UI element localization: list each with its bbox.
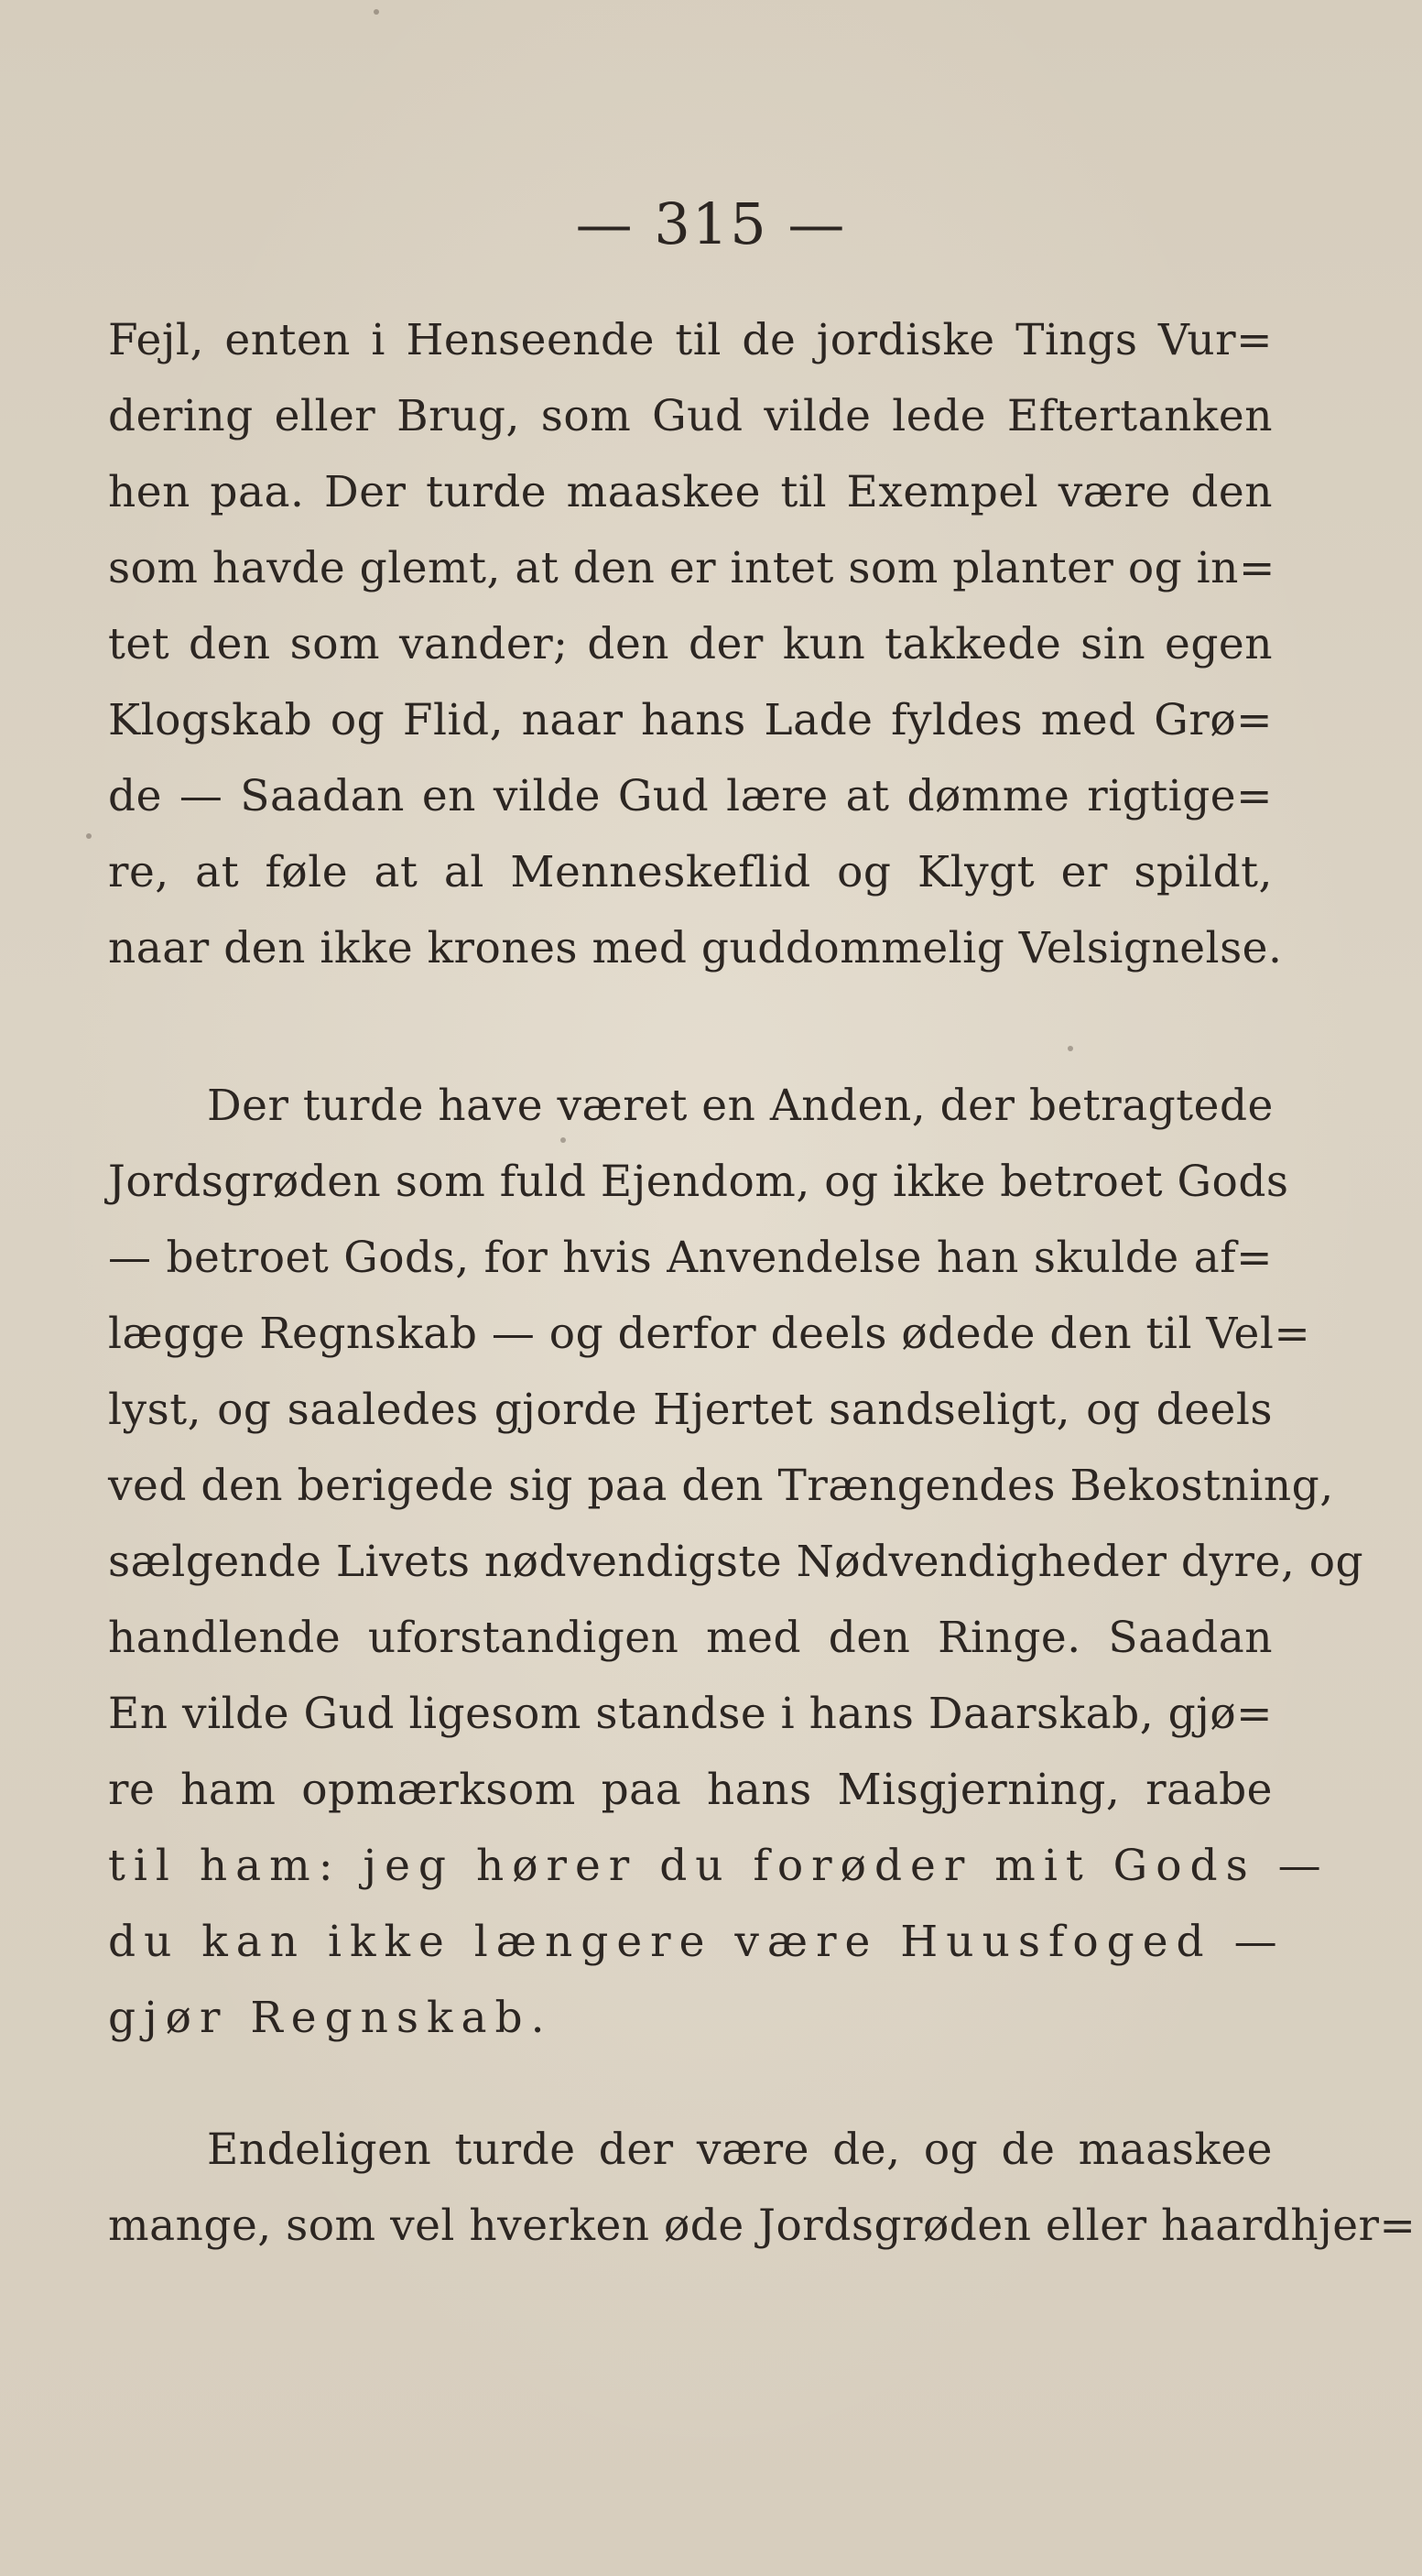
text-line: ved den berigede sig paa den Trængendes Bekostning, xyxy=(108,1461,1334,1511)
text-line: Der turde have været en Anden, der betragtede xyxy=(207,1081,1274,1131)
text-line: Klogskab og Flid, naar hans Lade fyldes med Grø= xyxy=(108,695,1273,745)
text-line: Fejl, enten i Henseende til de jordiske Tings Vur= xyxy=(108,315,1273,365)
text-line: re, at føle at al Menneskeflid og Klygt er spildt, xyxy=(108,847,1273,897)
text-line: Jordsgrøden som fuld Ejendom, og ikke betroet Gods xyxy=(108,1157,1289,1207)
text-line: gjør Regnskab. xyxy=(108,1993,553,2043)
text-line: du kan ikke længere være Huusfoged — xyxy=(108,1917,1286,1967)
paper-speck xyxy=(1068,1046,1073,1051)
paper-speck xyxy=(560,1137,566,1143)
text-line: de — Saadan en vilde Gud lære at dømme rigtige= xyxy=(108,771,1273,821)
text-line: lægge Regnskab — og derfor deels ødede den til Vel= xyxy=(108,1309,1311,1359)
text-line: re ham opmærksom paa hans Misgjerning, raabe xyxy=(108,1765,1273,1815)
paragraph-3 xyxy=(108,2112,1417,2264)
text-line: hen paa. Der turde maaskee til Exempel være den xyxy=(108,467,1273,517)
paragraph-1 xyxy=(108,302,1283,986)
text-line: til ham: jeg hører du forøder mit Gods — xyxy=(108,1841,1330,1891)
paragraph-2 xyxy=(108,1068,1364,2056)
text-line: som havde glemt, at den er intet som planter og in= xyxy=(108,543,1275,593)
text-line: handlende uforstandigen med den Ringe. Saadan xyxy=(108,1613,1273,1663)
text-line: sælgende Livets nødvendigste Nødvendigheder dyre, og xyxy=(108,1537,1364,1587)
text-line: tet den som vander; den der kun takkede sin egen xyxy=(108,619,1273,669)
text-line: Endeligen turde der være de, og de maaskee xyxy=(207,2125,1273,2175)
paper-speck xyxy=(374,9,379,15)
page-number: — 315 — xyxy=(575,190,847,257)
text-line: lyst, og saaledes gjorde Hjertet sandseligt, og deels xyxy=(108,1385,1273,1435)
paper-speck xyxy=(86,833,92,839)
text-line: dering eller Brug, som Gud vilde lede Eftertanken xyxy=(108,391,1273,441)
text-line: naar den ikke krones med guddommelig Velsignelse. xyxy=(108,923,1283,973)
text-line: — betroet Gods, for hvis Anvendelse han skulde af= xyxy=(108,1233,1273,1283)
text-line: En vilde Gud ligesom standse i hans Daarskab, gjø= xyxy=(108,1689,1273,1739)
text-line: mange, som vel hverken øde Jordsgrøden eller haardhjer= xyxy=(108,2201,1417,2251)
